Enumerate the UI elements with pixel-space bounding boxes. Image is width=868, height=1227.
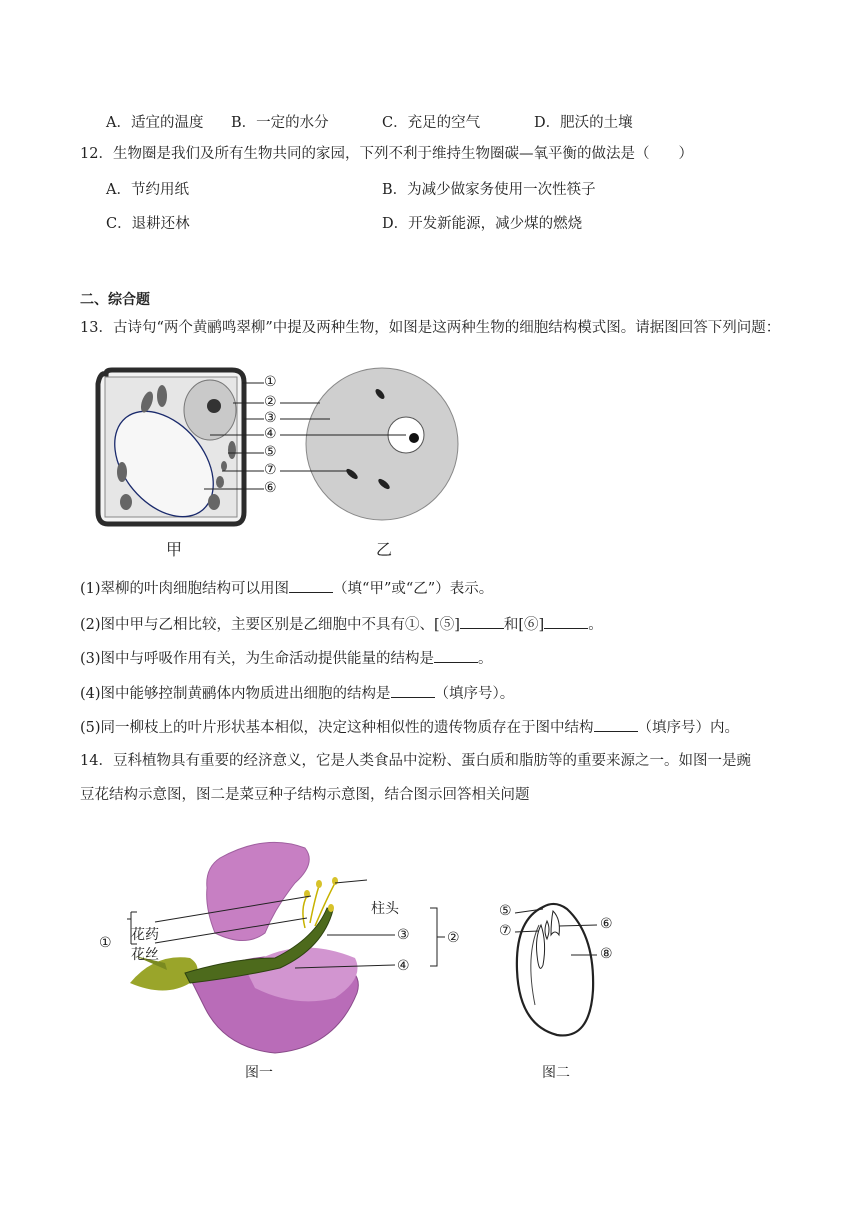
q13-sub-3 (80, 648, 493, 669)
caption-jia: 甲 (166, 540, 183, 559)
caption-fig2: 图二 (542, 1065, 570, 1081)
seed-num-6: ⑥ (600, 916, 613, 932)
q12-stem: 12．生物圈是我们及所有生物共同的家园，下列不利于维持生物圈碳—氧平衡的做法是（ ） (80, 146, 693, 162)
q13-sub-2-pre: (2)图中甲与乙相比较，主要区别是乙细胞中不具有①、[⑤] (80, 617, 460, 633)
q11-option-d: D．肥沃的土壤 (534, 115, 633, 131)
flower-num-3: ③ (397, 927, 410, 943)
q12-option-b: B．为减少做家务使用一次性筷子 (382, 182, 596, 198)
cell-label-7: ⑦ (264, 462, 277, 478)
q11-option-c: C．充足的空气 (382, 115, 481, 131)
q13-sub-3-pre: (3)图中与呼吸作用有关，为生命活动提供能量的结构是 (80, 651, 435, 667)
q13-sub-2-post: 。 (588, 617, 603, 633)
section-title: 二、综合题 (80, 292, 150, 308)
q11-option-a: A．适宜的温度 (106, 115, 204, 131)
answer-blank[interactable] (434, 648, 478, 663)
q13-sub-4 (80, 683, 514, 704)
q13-sub-1 (80, 578, 493, 599)
flower-num-1: ① (99, 935, 112, 951)
q12-option-a: A．节约用纸 (106, 182, 189, 198)
cell-label-2: ② (264, 394, 277, 410)
cell-label-3: ③ (264, 410, 277, 426)
q14-stem-line1: 14．豆科植物具有重要的经济意义，它是人类食品中淀粉、蛋白质和脂肪等的重要来源之一。如图一是豌 (80, 753, 751, 769)
answer-blank[interactable] (289, 578, 333, 593)
caption-fig1: 图一 (245, 1065, 273, 1081)
answer-blank[interactable] (544, 614, 588, 629)
q13-sub-5-pre: (5)同一柳枝上的叶片形状基本相似，决定这种相似性的遗传物质存在于图中结构 (80, 720, 594, 736)
seed-num-7: ⑦ (499, 923, 512, 939)
q13-sub-2 (80, 614, 603, 635)
q13-stem: 13．古诗句“两个黄鹂鸣翠柳”中提及两种生物，如图是这两种生物的细胞结构模式图。请据图回答下列问题： (80, 320, 781, 336)
q11-option-b: B．一定的水分 (231, 115, 329, 131)
flower-num-4: ④ (397, 958, 410, 974)
q13-sub-5 (80, 717, 739, 738)
answer-blank[interactable] (460, 614, 504, 629)
cell-label-5: ⑤ (264, 444, 277, 460)
cell-label-1: ① (264, 374, 277, 390)
q13-sub-2-mid: 和[⑥] (503, 617, 545, 633)
animal-cell (306, 368, 458, 520)
seed-num-5: ⑤ (499, 903, 512, 919)
label-anther: 花药 (131, 927, 159, 943)
answer-blank[interactable] (391, 683, 435, 698)
q13-sub-1-post: （填“甲”或“乙”）表示。 (333, 581, 494, 597)
q13-sub-4-post: （填序号）。 (434, 686, 515, 702)
cell-diagram (92, 362, 462, 587)
seed-num-8: ⑧ (600, 946, 613, 962)
flower-num-2: ② (447, 930, 460, 946)
q13-sub-5-post: （填序号）内。 (637, 720, 740, 736)
q13-sub-4-pre: (4)图中能够控制黄鹂体内物质进出细胞的结构是 (80, 686, 391, 702)
q14-stem-line2: 豆花结构示意图，图二是菜豆种子结构示意图，结合图示回答相关问题 (80, 787, 530, 803)
label-filament: 花丝 (131, 947, 159, 963)
caption-yi: 乙 (376, 540, 393, 559)
cell-label-4: ④ (264, 426, 277, 442)
q12-option-d: D．开发新能源，减少煤的燃烧 (382, 216, 583, 232)
cell-label-6: ⑥ (264, 480, 277, 496)
answer-blank[interactable] (594, 717, 638, 732)
q13-sub-3-post: 。 (478, 651, 493, 667)
label-stigma: 柱头 (371, 901, 399, 917)
q13-sub-1-pre: (1)翠柳的叶肉细胞结构可以用图 (80, 581, 290, 597)
bean-seed-diagram (495, 895, 635, 1045)
q12-option-c: C．退耕还林 (106, 216, 190, 232)
